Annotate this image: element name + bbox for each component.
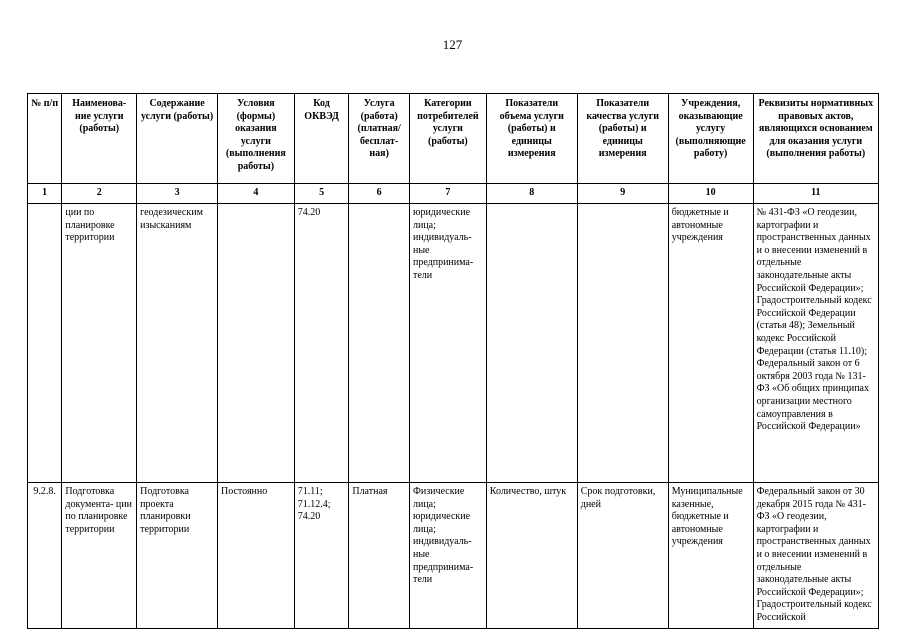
volume-indicators-cell: Количество, штук: [486, 483, 577, 629]
column-number-row: [28, 184, 879, 204]
okved-cell: 71.11; 71.12.4; 74.20: [294, 483, 349, 629]
volume-indicators-cell: [486, 204, 577, 483]
header-cell: Условия (формы) оказания услуги (выполнения работы): [217, 94, 294, 184]
column-number: 2: [62, 184, 137, 204]
column-number: 4: [217, 184, 294, 204]
paid-free-cell: Платная: [349, 483, 410, 629]
column-number: 5: [294, 184, 349, 204]
row-number-cell: 9.2.8.: [28, 483, 62, 629]
quality-indicators-cell: [577, 204, 668, 483]
header-cell: Учреждения, оказывающие услугу (выполняющие работу): [668, 94, 753, 184]
header-cell: Показатели качества услуги (работы) и единицы измерения: [577, 94, 668, 184]
column-number: 8: [486, 184, 577, 204]
service-name-cell: Подготовка документа- ции по планировке территории: [62, 483, 137, 629]
header-cell: Содержание услуги (работы): [137, 94, 218, 184]
page-number: 127: [442, 37, 463, 52]
header-cell: № п/п: [28, 94, 62, 184]
column-number: 10: [668, 184, 753, 204]
legal-acts-cell: № 431-ФЗ «О геодезии, картографии и пространственных данных и о внесении изменений в отдельные законодательные акты Российской Федерации»; Градостроительный кодекс Российской Федерации (статья 48); Земельный кодекс Российской Федерации (статья 11.10); Федеральный закон от 6 октября 2003 года № 131-ФЗ «Об общих принципах организации местного самоуправления в Российской Федерации»: [753, 204, 878, 483]
header-cell: Категории потребителей услуги (работы): [409, 94, 486, 184]
service-content-cell: геодезическим изысканиям: [137, 204, 218, 483]
quality-indicators-cell: Срок подготовки, дней: [577, 483, 668, 629]
consumer-categories-cell: Физические лица; юридические лица; индивидуаль- ные предпринима- тели: [409, 483, 486, 629]
column-number: 9: [577, 184, 668, 204]
column-number: 1: [28, 184, 62, 204]
consumer-categories-cell: юридические лица; индивидуаль- ные предпринима- тели: [409, 204, 486, 483]
header-cell: Код ОКВЭД: [294, 94, 349, 184]
table-row: [28, 483, 879, 629]
institutions-cell: бюджетные и автономные учреждения: [668, 204, 753, 483]
header-cell: Реквизиты нормативных правовых актов, являющихся основанием для оказания услуги (выполнения работы): [753, 94, 878, 184]
column-number: 6: [349, 184, 410, 204]
okved-cell: 74.20: [294, 204, 349, 483]
row-number-cell: [28, 204, 62, 483]
institutions-cell: Муниципальные казенные, бюджетные и автономные учреждения: [668, 483, 753, 629]
table-header-row: [28, 94, 879, 184]
conditions-cell: [217, 204, 294, 483]
header-cell: Наименова- ние услуги (работы): [62, 94, 137, 184]
conditions-cell: Постоянно: [217, 483, 294, 629]
header-cell: Показатели объема услуги (работы) и единицы измерения: [486, 94, 577, 184]
services-table: [27, 93, 879, 629]
header-cell: Услуга (работа) (платная/ бесплат- ная): [349, 94, 410, 184]
legal-acts-cell: Федеральный закон от 30 декабря 2015 года № 431-ФЗ «О геодезии, картографии и пространственных данных и о внесении изменений в отдельные законодательные акты Российской Федерации»; Градостроительный кодекс Российской: [753, 483, 878, 629]
column-number: 3: [137, 184, 218, 204]
table-row: [28, 204, 879, 483]
paid-free-cell: [349, 204, 410, 483]
column-number: 11: [753, 184, 878, 204]
service-name-cell: ции по планировке территории: [62, 204, 137, 483]
column-number: 7: [409, 184, 486, 204]
service-content-cell: Подготовка проекта планировки территории: [137, 483, 218, 629]
